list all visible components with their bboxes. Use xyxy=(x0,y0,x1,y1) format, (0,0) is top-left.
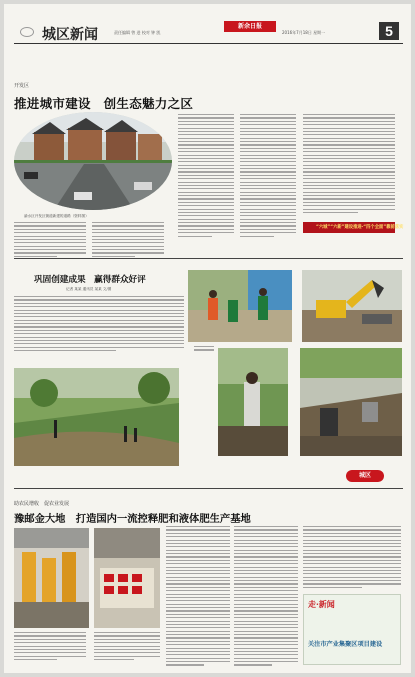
feature-title: 关注市产业集聚区项目建设 xyxy=(308,641,383,648)
article3-photo-warehouse xyxy=(94,528,160,628)
article2-photo-caption-left xyxy=(194,346,214,353)
article1-kicker: 开发区 xyxy=(14,83,30,89)
page-number: 5 xyxy=(379,22,399,40)
article3-caption-1 xyxy=(14,632,86,662)
article2-photo-construction xyxy=(300,348,402,456)
article2-intro-text xyxy=(14,296,184,353)
article3-body-col3 xyxy=(303,526,401,590)
article3-body-col1 xyxy=(166,526,230,668)
feature-label: 走·新闻 xyxy=(308,599,335,609)
article2-headline: 巩固创建成果 赢得群众好评 xyxy=(34,275,146,285)
article3-headline: 豫邮金大地 打造国内一流控释肥和液体肥生产基地 xyxy=(14,513,251,525)
article2-photo-river xyxy=(14,368,179,466)
newspaper-page xyxy=(4,4,411,673)
article1-body-col4 xyxy=(240,114,296,239)
article2-photo-excavator xyxy=(302,270,402,342)
article3-body-col2 xyxy=(234,526,298,668)
article2-photo-workers xyxy=(188,270,292,342)
article3-kicker: 助农民增收 促农业发展 xyxy=(14,501,70,507)
article1-banner: “六城”“六新”建设推进·“四个全面”靠前落实 xyxy=(303,222,395,233)
section-divider-1 xyxy=(14,258,403,259)
article2-photo-greenery xyxy=(218,348,288,456)
masthead xyxy=(14,18,403,44)
article1-body-col3 xyxy=(178,114,234,239)
newspaper-brand: 新余日报 xyxy=(224,21,276,32)
article1-body-col1 xyxy=(14,222,86,259)
article3-photo-factory xyxy=(14,528,89,628)
section-logo-icon xyxy=(20,27,34,37)
district-logo-badge: 城区 xyxy=(346,470,384,482)
article3-caption-2 xyxy=(94,632,160,662)
editor-info: 责任编辑 曾 进 校对 钟 凯 xyxy=(114,30,161,35)
article1-body-col2 xyxy=(92,222,164,259)
section-divider-2 xyxy=(14,488,403,489)
article1-photo xyxy=(14,112,172,210)
article1-headline: 推进城市建设 创生态魅力之区 xyxy=(14,96,194,111)
section-name: 城区新闻 xyxy=(42,27,98,43)
project-feature-box xyxy=(303,594,401,665)
article1-body-col5 xyxy=(303,114,395,215)
issue-date: 2016年7月18日 星期一 xyxy=(282,30,326,35)
article1-photo-caption: 渝水区开发区街道新建的道路（资料图） xyxy=(24,214,89,218)
article2-byline: 记者 某某 通讯员 某某 文/图 xyxy=(66,287,112,291)
